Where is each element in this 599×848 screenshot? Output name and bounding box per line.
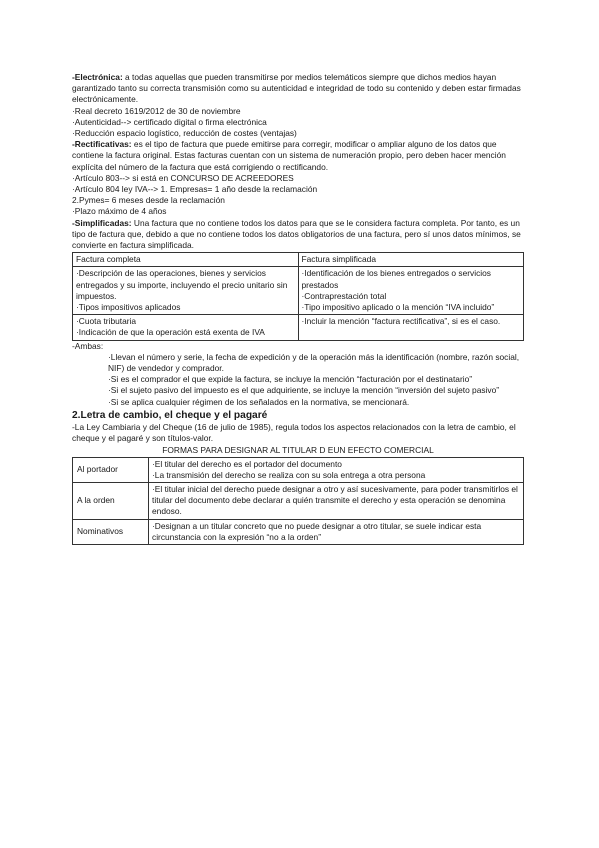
rectificativas-item: 2.Pymes= 6 meses desde la reclamación (72, 195, 225, 206)
rectificativas-text: es el tipo de factura que puede emitirse para corregir, modificar o ampliar alguno de los datos que contiene la factura original. Estas facturas cuentan con un sistema de numeración propio, pero deben hacer mención explícita del número de la factura que está corrigiendo o rectificando. (72, 139, 506, 172)
list-item: ·Si se aplica cualquier régimen de los señalados en la normativa, se mencionará. (108, 396, 410, 407)
list-item: ·Llevan el número y serie, la fecha de expedición y de la operación más la identificación (nombre, razón social, NIF) de vendedor y comprador. (108, 351, 520, 374)
titular-table (72, 457, 524, 545)
factura-simplificada-cell (298, 315, 524, 340)
header-factura-simplificada: Factura simplificada (298, 253, 524, 267)
cell-line: ·Incluir la mención “factura rectificativa”, si es el caso. (301, 316, 501, 327)
factura-table (72, 252, 524, 340)
factura-table-header (73, 253, 524, 267)
table-row (73, 315, 524, 340)
cell-line: ·El titular del derecho es el portador del documento (152, 458, 342, 469)
row-key: Nominativos (73, 519, 149, 544)
table-title: FORMAS PARA DESIGNAR AL TITULAR D EUN EFECTO COMERCIAL (162, 445, 434, 456)
factura-completa-cell (73, 267, 299, 315)
factura-completa-cell (73, 315, 299, 340)
electronica-paragraph (72, 72, 524, 106)
electronica-label: -Electrónica: (72, 72, 123, 82)
rectificativas-item: ·Artículo 803--> si está en CONCURSO DE ACREEDORES (72, 172, 294, 183)
header-factura-completa: Factura completa (73, 253, 299, 267)
cell-line: ·Tipos impositivos aplicados (76, 302, 181, 313)
cell-line: ·Cuota tributaria (76, 316, 137, 327)
electronica-item: ·Real decreto 1619/2012 de 30 de noviembre (72, 105, 241, 116)
cell-line: ·Indicación de que la operación está exenta de IVA (76, 327, 265, 338)
factura-simplificada-cell (298, 267, 524, 315)
table-row (73, 267, 524, 315)
rectificativas-paragraph (72, 139, 524, 173)
table-row (73, 519, 524, 544)
document-body (72, 72, 524, 545)
electronica-text: a todas aquellas que pueden transmitirse por medios telemáticos siempre que dichos medios hayan garantizado tanto su correcta transmisión como su autenticidad e integridad de todo su contenido y deben estar firmadas electrónicamente. (72, 72, 521, 105)
simplificadas-label: -Simplificadas: (72, 217, 132, 228)
cell-line: ·La transmisión del derecho se realiza con su sola entrega a otra persona (152, 469, 426, 480)
cell-line: ·Identificación de los bienes entregados o servicios prestados (301, 268, 491, 290)
list-item: ·Si es el comprador el que expide la factura, se incluye la mención “facturación por el destinatario” (108, 374, 473, 385)
row-description (149, 482, 524, 519)
row-key: A la orden (73, 482, 149, 519)
cell-line: ·Tipo impositivo aplicado o la mención “IVA incluido” (301, 302, 495, 313)
list-item: ·Si el sujeto pasivo del impuesto es el que adquiriente, se incluye la mención “inversión del sujeto pasivo” (108, 385, 500, 396)
rectificativas-item: ·Plazo máximo de 4 años (72, 206, 167, 217)
cell-line: ·Contraprestación total (301, 290, 387, 301)
cell-line: ·El titular inicial del derecho puede designar a otro y así sucesivamente, para poder transmitirlos el titular del documento debe declarar a quién transmite el derecho y esta operación se denomina endoso. (152, 483, 518, 517)
electronica-item: ·Autenticidad--> certificado digital o firma electrónica (72, 116, 267, 127)
cell-line: ·Designan a un titular concreto que no puede designar a otro titular, se suele indicar esta circunstancia con la expresión “no a la orden” (152, 520, 482, 542)
row-key: Al portador (73, 457, 149, 482)
simplificadas-text: Una factura que no contiene todos los datos para que se le considera factura completa. Por tanto, es un tipo de factura que, debido a que no contiene todos los datos obligatorios de una factura, pero sí unos datos mínimos, se convierte en factura simplificada. (72, 217, 521, 251)
section-intro: -La Ley Cambiaria y del Cheque (16 de julio de 1985), regula todos los aspectos relacionados con la letra de cambio, el cheque y el pagaré y son títulos-valor. (72, 421, 516, 444)
row-description (149, 457, 524, 482)
ambas-label: -Ambas: (72, 340, 104, 351)
electronica-item: ·Reducción espacio logístico, reducción de costes (ventajas) (72, 128, 297, 139)
section-heading: 2.Letra de cambio, el cheque y el pagaré (72, 409, 268, 421)
cell-line: ·Descripción de las operaciones, bienes y servicios entregados y su importe, incluyendo el precio unitario sin impuestos. (76, 268, 288, 301)
rectificativas-item: ·Artículo 804 ley IVA--> 1. Empresas= 1 año desde la reclamación (72, 184, 318, 195)
row-description (149, 519, 524, 544)
rectificativas-label: -Rectificativas: (72, 139, 132, 150)
simplificadas-paragraph (72, 218, 524, 252)
table-row (73, 457, 524, 482)
table-row (73, 482, 524, 519)
ambas-list (108, 352, 524, 408)
